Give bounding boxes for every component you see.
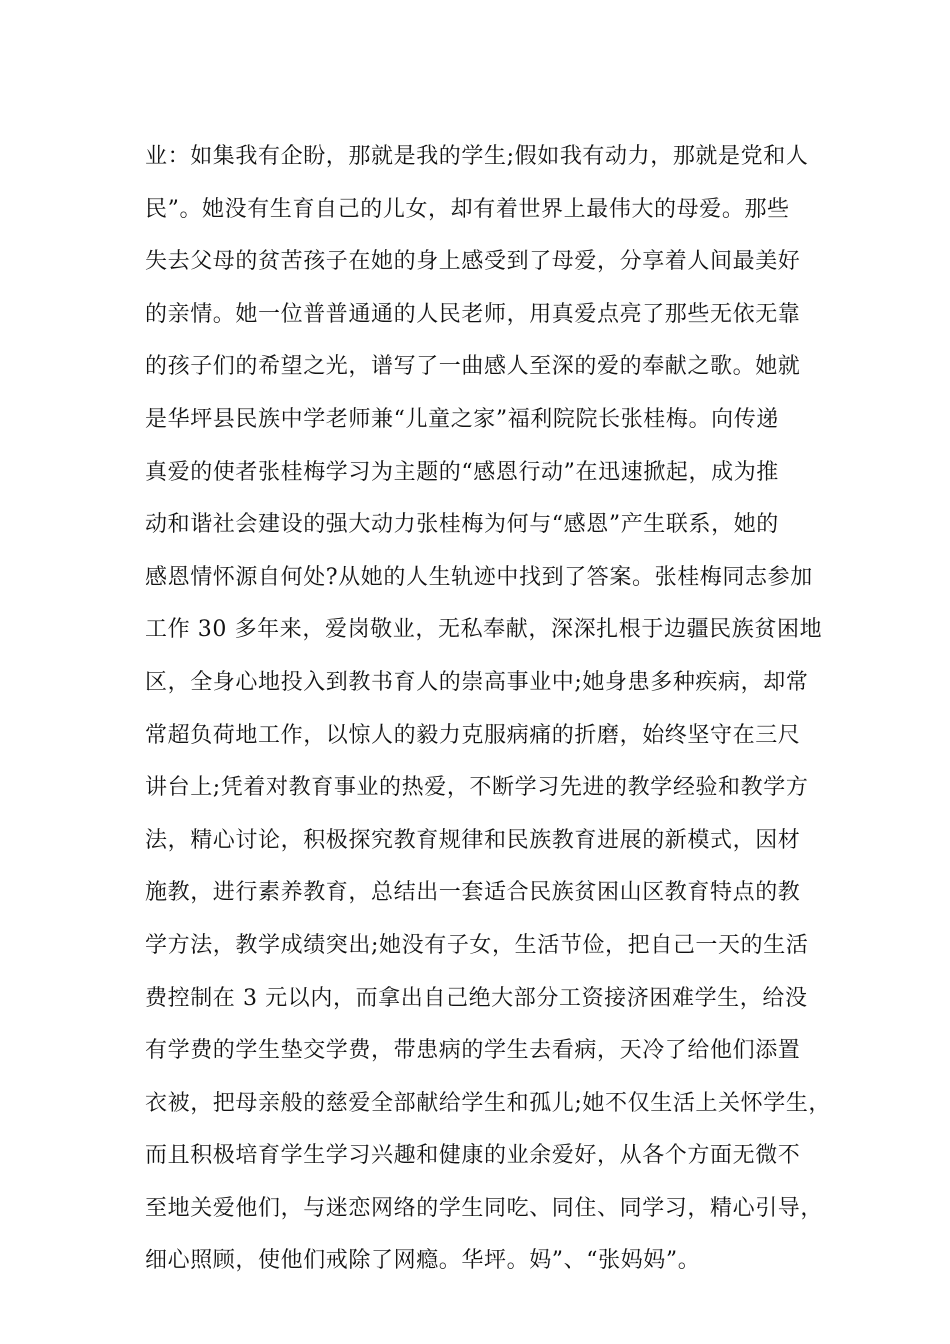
text-line: 工作 30 多年来，爱岗敬业，无私奉献，深深扎根于边疆民族贫困地 — [145, 617, 823, 643]
text-line: 动和谐社会建设的强大动力张桂梅为何与“感恩”产生联系，她的 — [145, 512, 779, 538]
text-line: 常超负荷地工作，以惊人的毅力克服病痛的折磨，始终坚守在三尺 — [145, 722, 801, 748]
text-line: 法，精心讨论，积极探究教育规律和民族教育进展的新模式，因材 — [145, 827, 801, 853]
body-paragraph — [145, 131, 835, 1288]
text-line: 细心照顾，使他们戒除了网瘾。华坪。妈”、“张妈妈”。 — [145, 1248, 701, 1274]
text-line: 讲台上;凭着对教育事业的热爱，不断学习先进的教学经验和教学方 — [145, 775, 809, 801]
text-line: 民”。她没有生育自己的儿女，却有着世界上最伟大的母爱。那些 — [145, 196, 790, 222]
text-line: 费控制在 3 元以内，而拿出自己绝大部分工资接济困难学生，给没 — [145, 985, 808, 1011]
text-line: 业：如集我有企盼，那就是我的学生;假如我有动力，那就是党和人 — [145, 144, 809, 169]
text-line: 施教，进行素养教育，总结出一套适合民族贫困山区教育特点的教 — [145, 880, 801, 906]
text-line: 至地关爱他们，与迷恋网络的学生同吃、同住、同学习，精心引导， — [145, 1195, 824, 1221]
text-line: 而且积极培育学生学习兴趣和健康的业余爱好，从各个方面无微不 — [145, 1143, 801, 1169]
text-line: 的亲情。她一位普普通通的人民老师，用真爱点亮了那些无依无靠 — [145, 301, 801, 327]
text-line: 学方法，教学成绩突出;她没有子女，生活节俭，把自己一天的生活 — [145, 932, 809, 958]
text-line: 区，全身心地投入到教书育人的崇高事业中;她身患多种疾病，却常 — [145, 669, 809, 695]
text-line: 的孩子们的希望之光，谱写了一曲感人至深的爱的奉献之歌。她就 — [145, 354, 801, 380]
text-line: 是华坪县民族中学老师兼“儿童之家”福利院院长张桂梅。向传递 — [145, 406, 779, 432]
text-line: 真爱的使者张桂梅学习为主题的“感恩行动”在迅速掀起，成为推 — [145, 459, 779, 485]
text-line: 有学费的学生垫交学费，带患病的学生去看病，天冷了给他们添置 — [145, 1038, 801, 1064]
text-line: 失去父母的贫苦孩子在她的身上感受到了母爱，分享着人间最美好 — [145, 249, 801, 275]
text-line: 感恩情怀源自何处?从她的人生轨迹中找到了答案。张桂梅同志参加 — [145, 564, 813, 590]
text-line: 衣被，把母亲般的慈爱全部献给学生和孤儿;她不仅生活上关怀学生， — [145, 1090, 832, 1116]
